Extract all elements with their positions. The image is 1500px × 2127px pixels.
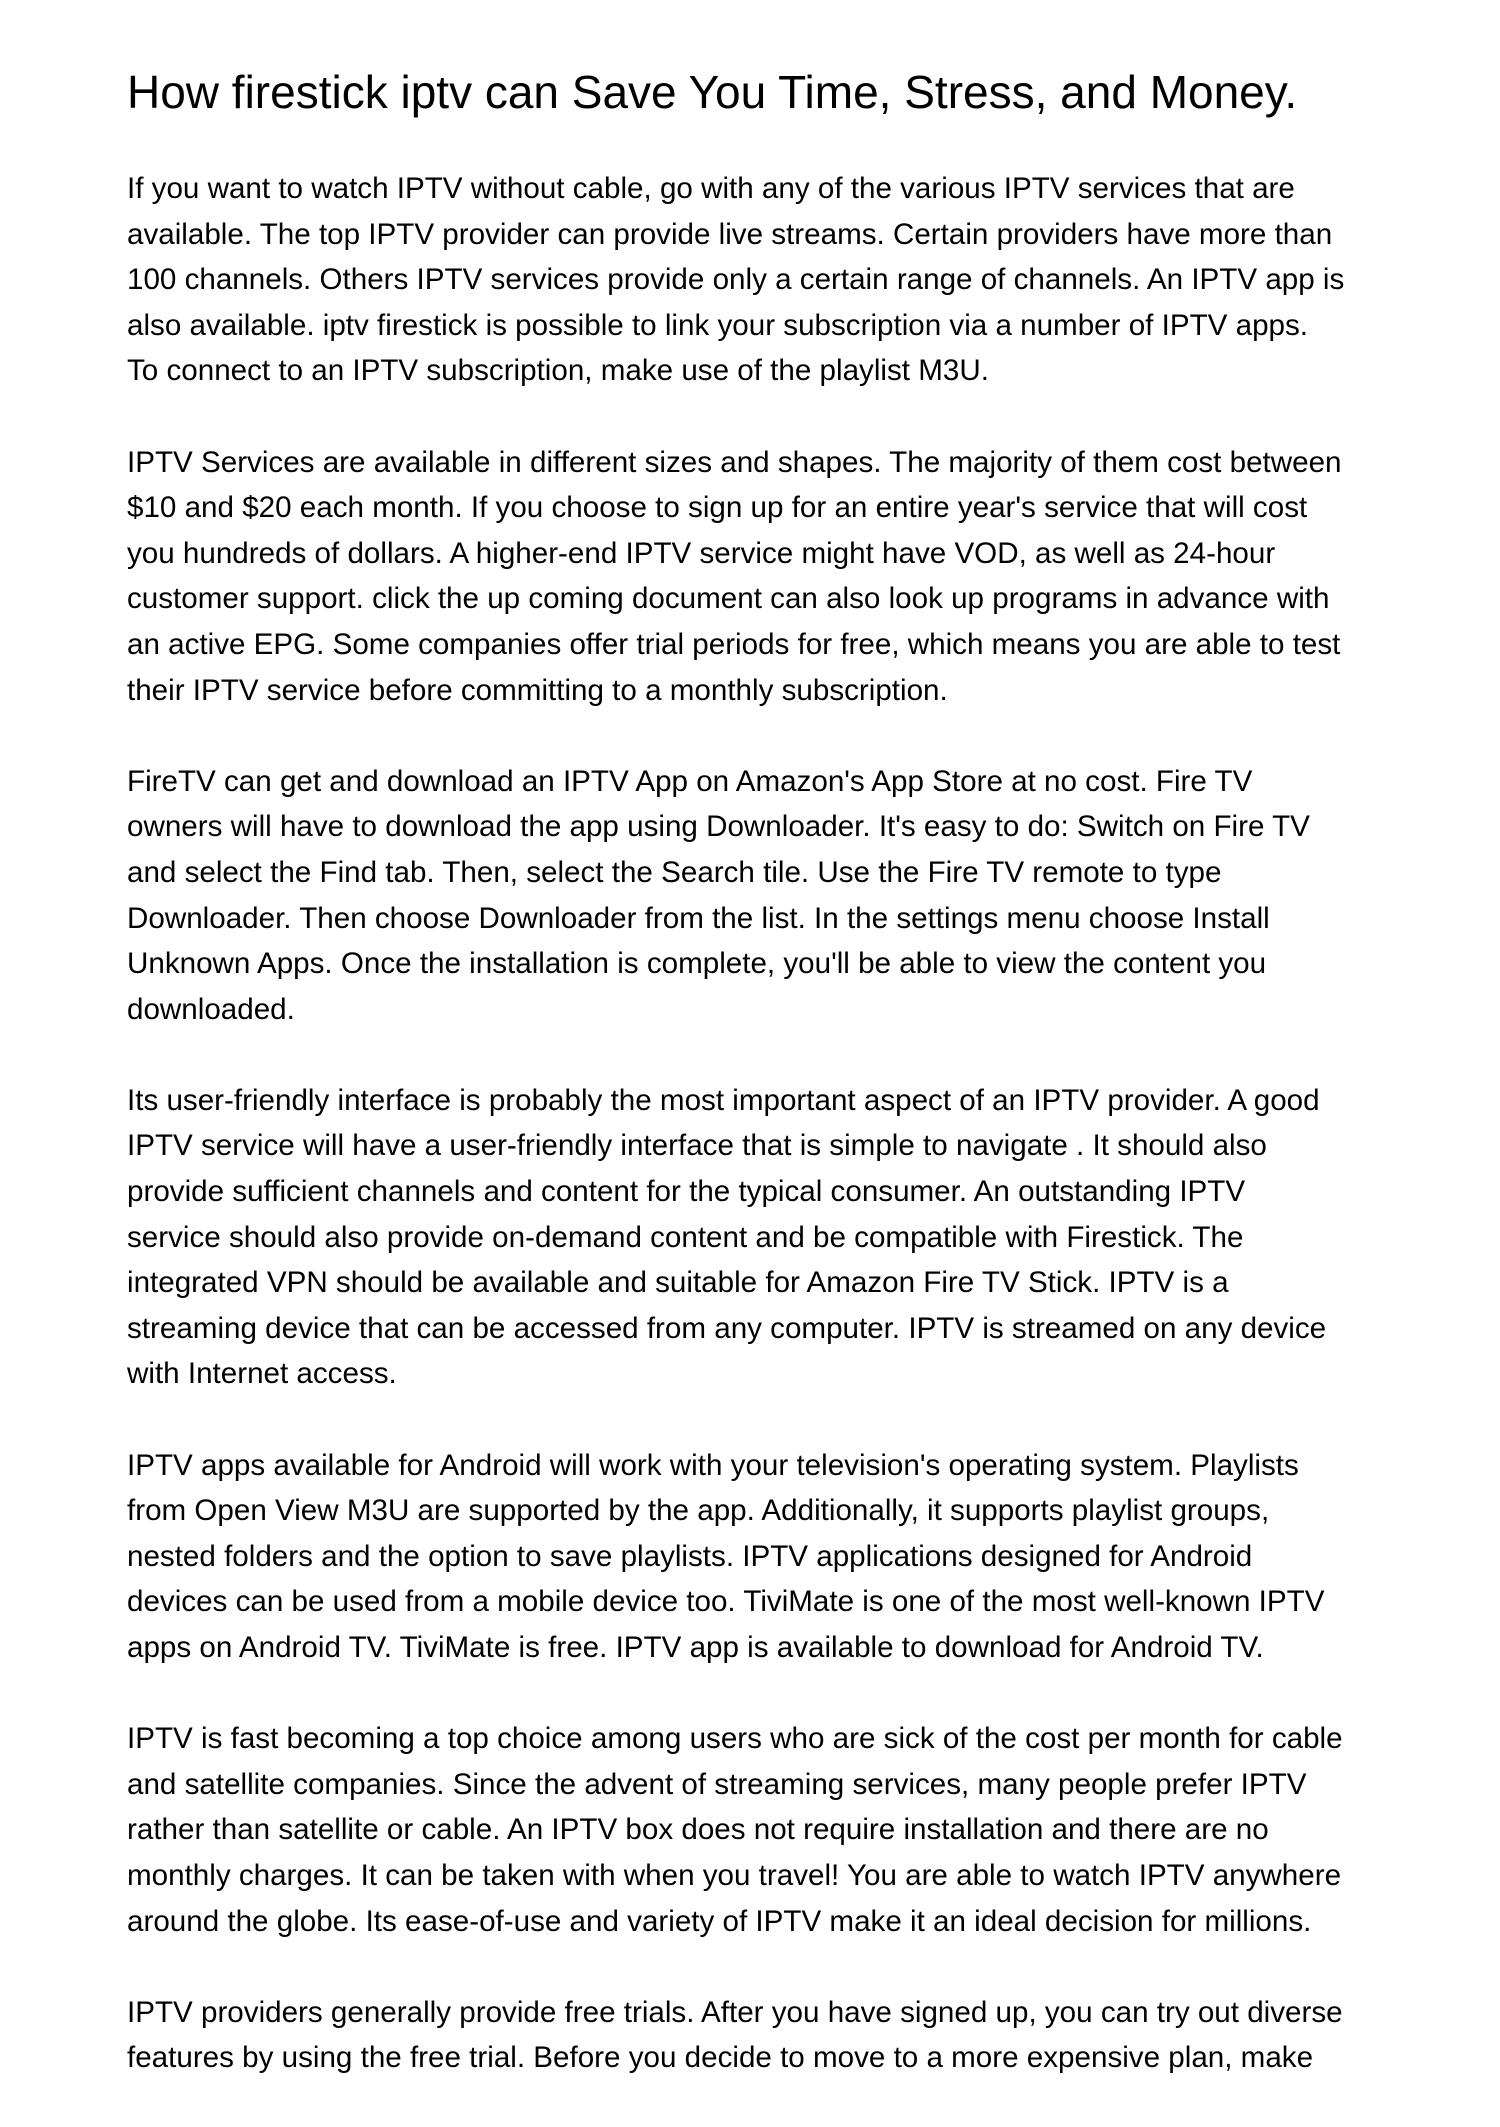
text-line: an active EPG. Some companies offer trial periods for free, which means you are able to test [127, 627, 1341, 661]
text-line: their IPTV service before committing to a monthly subscription. [127, 673, 948, 707]
text-line: 100 channels. Others IPTV services provide only a certain range of channels. An IPTV app is [127, 263, 1345, 297]
text-line: with Internet access. [127, 1357, 397, 1391]
text-line: downloaded. [127, 992, 295, 1026]
text-line: Unknown Apps. Once the installation is complete, you'll be able to view the content you [127, 947, 1267, 981]
text-line: around the globe. Its ease-of-use and variety of IPTV make it an ideal decision for millions. [127, 1904, 1312, 1938]
text-line: you hundreds of dollars. A higher-end IPTV service might have VOD, as well as 24-hour [127, 536, 1276, 570]
text-line: and satellite companies. Since the advent of streaming services, many people prefer IPTV [127, 1767, 1307, 1801]
text-line: owners will have to download the app using Downloader. It's easy to do: Switch on Fire TV [127, 810, 1310, 844]
text-line: monthly charges. It can be taken with when you travel! You are able to watch IPTV anywhere [127, 1858, 1342, 1892]
text-line: and select the Find tab. Then, select the Search tile. Use the Fire TV remote to type [127, 855, 1222, 889]
text-line: integrated VPN should be available and suitable for Amazon Fire TV Stick. IPTV is a [127, 1266, 1229, 1300]
paragraph-5 [127, 1443, 1387, 1671]
text-line: IPTV providers generally provide free trials. After you have signed up, you can try out diverse [127, 1995, 1343, 2029]
text-line: IPTV service will have a user-friendly interface that is simple to navigate . It should also [127, 1129, 1267, 1163]
paragraph-2 [127, 440, 1387, 714]
text-line: IPTV is fast becoming a top choice among users who are sick of the cost per month for cable [127, 1722, 1343, 1756]
paragraph-1 [127, 166, 1387, 394]
text-line: service should also provide on-demand content and be compatible with Firestick. The [127, 1220, 1244, 1254]
text-line: from Open View M3U are supported by the app. Additionally, it supports playlist groups, [127, 1494, 1270, 1528]
text-line: $10 and $20 each month. If you choose to sign up for an entire year's service that will cost [127, 491, 1308, 525]
text-line: FireTV can get and download an IPTV App on Amazon's App Store at no cost. Fire TV [127, 764, 1253, 798]
text-line: IPTV Services are available in different sizes and shapes. The majority of them cost between [127, 445, 1342, 479]
document-body [127, 166, 1387, 2127]
text-line: Its user-friendly interface is probably the most important aspect of an IPTV provider. A good [127, 1083, 1320, 1117]
document-title: How firestick iptv can Save You Time, Stress, and Money. [127, 66, 1298, 118]
text-line: If you want to watch IPTV without cable, go with any of the various IPTV services that are [127, 172, 1295, 205]
text-line: also available. iptv firestick is possible to link your subscription via a number of IPTV apps. [127, 308, 1309, 342]
text-line: streaming device that can be accessed from any computer. IPTV is streamed on any device [127, 1311, 1327, 1345]
text-line: Downloader. Then choose Downloader from the list. In the settings menu choose Install [127, 901, 1270, 935]
text-line: IPTV apps available for Android will work with your television's operating system. Playlists [127, 1448, 1299, 1482]
paragraph-7 [127, 1990, 1387, 2081]
paragraph-4 [127, 1078, 1387, 1397]
text-line: To connect to an IPTV subscription, make use of the playlist M3U. [127, 354, 989, 388]
text-line: devices can be used from a mobile device too. TiviMate is one of the most well-known IPTV [127, 1585, 1325, 1619]
paragraph-6 [127, 1716, 1387, 1944]
paragraph-3 [127, 759, 1387, 1033]
text-line: features by using the free trial. Before you decide to move to a more expensive plan, make [127, 2041, 1314, 2075]
text-line: apps on Android TV. TiviMate is free. IPTV app is available to download for Android TV. [127, 1631, 1264, 1664]
text-line: available. The top IPTV provider can provide live streams. Certain providers have more than [127, 217, 1333, 251]
text-line: provide sufficient channels and content for the typical consumer. An outstanding IPTV [127, 1175, 1246, 1209]
text-line: rather than satellite or cable. An IPTV box does not require installation and there are no [127, 1813, 1269, 1847]
text-line: nested folders and the option to save playlists. IPTV applications designed for Android [127, 1539, 1253, 1573]
text-line: customer support. click the up coming document can also look up programs in advance with [127, 582, 1330, 616]
